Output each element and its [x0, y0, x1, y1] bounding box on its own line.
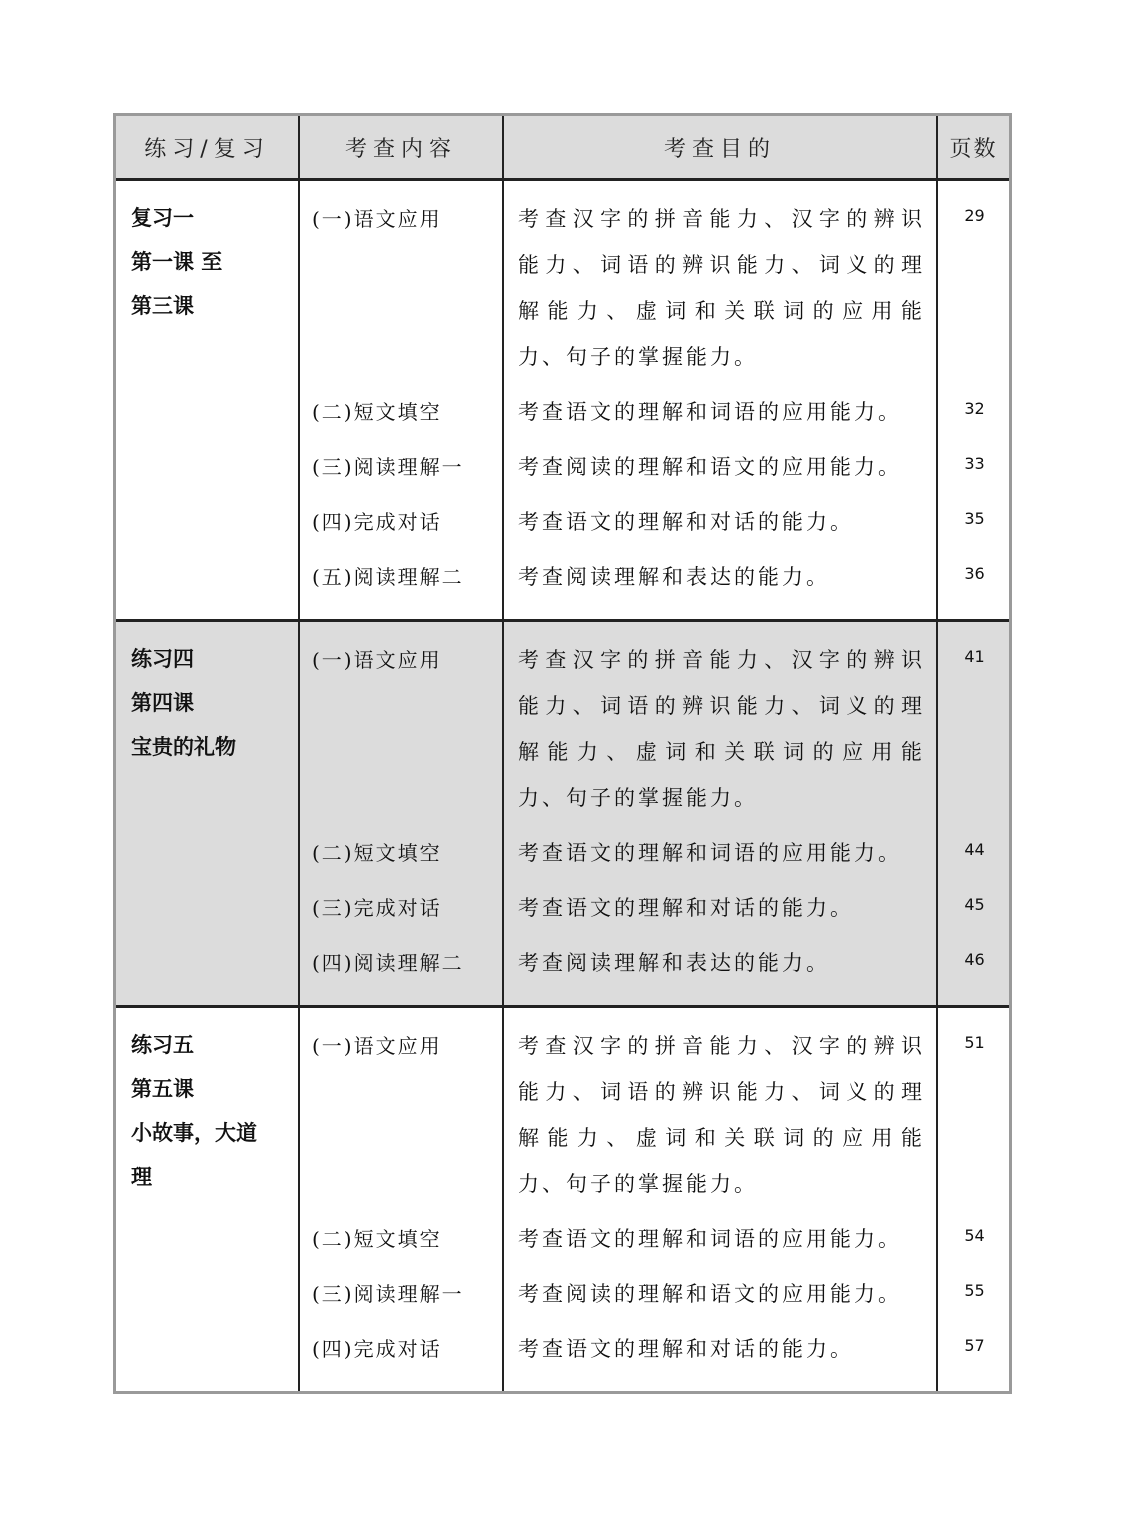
lesson-title-line: 小故事，大道 — [131, 1121, 257, 1145]
exam-content: (四)完成对话 — [312, 510, 442, 534]
exam-content: (四)完成对话 — [312, 1337, 442, 1361]
table-row — [298, 1023, 1009, 1207]
column-divider — [936, 1008, 938, 1391]
exam-purpose-line: 考查语文的理解和词语的应用能力。 — [518, 400, 902, 424]
lesson-title-line: 理 — [131, 1165, 152, 1189]
table-row — [298, 499, 1009, 545]
table-section — [116, 622, 1009, 1008]
column-divider — [298, 1008, 300, 1391]
column-divider — [502, 181, 504, 619]
exam-purpose — [502, 499, 936, 545]
exam-purpose — [502, 554, 936, 600]
table-row — [298, 1216, 1009, 1262]
table-row — [298, 196, 1009, 380]
page-number: 41 — [964, 647, 985, 666]
exam-purpose — [502, 1271, 936, 1317]
exam-purpose-line: 解能力、虚词和关联词的应用能 — [518, 299, 922, 323]
exam-purpose-line: 能力、词语的辨识能力、词义的理 — [518, 1080, 922, 1104]
table-section — [116, 181, 1009, 622]
exam-purpose-line: 考查语文的理解和对话的能力。 — [518, 1337, 854, 1361]
exam-content: (二)短文填空 — [312, 400, 442, 424]
exam-content: (五)阅读理解二 — [312, 565, 464, 589]
page-number: 46 — [964, 950, 985, 969]
exam-purpose-line: 力、句子的掌握能力。 — [518, 1172, 758, 1196]
table-row — [298, 885, 1009, 931]
page-number: 45 — [964, 895, 985, 914]
column-divider — [502, 1008, 504, 1391]
exam-purpose — [502, 830, 936, 876]
lesson-title-line: 练习四 — [131, 647, 194, 671]
lesson-title-line: 练习五 — [131, 1033, 194, 1057]
exam-purpose — [502, 1023, 936, 1207]
exam-purpose — [502, 940, 936, 986]
exam-purpose-line: 考查阅读的理解和语文的应用能力。 — [518, 455, 902, 479]
exam-content: (二)短文填空 — [312, 841, 442, 865]
exam-purpose — [502, 196, 936, 380]
header-pages: 页数 — [936, 116, 1009, 178]
lesson-title — [116, 1008, 298, 1391]
exam-purpose-line: 考查阅读理解和表达的能力。 — [518, 565, 830, 589]
table-row — [298, 389, 1009, 435]
column-divider — [298, 181, 300, 619]
lesson-title — [116, 622, 298, 1005]
exam-content: (四)阅读理解二 — [312, 951, 464, 975]
header-exercise: 练习/复习 — [144, 136, 270, 162]
header-purpose: 考查目的 — [502, 116, 936, 178]
exam-purpose-line: 力、句子的掌握能力。 — [518, 345, 758, 369]
page-number: 51 — [964, 1033, 985, 1052]
exam-content: (一)语文应用 — [312, 207, 442, 231]
section-items — [298, 622, 1009, 1005]
exam-content: (一)语文应用 — [312, 648, 442, 672]
exam-purpose-line: 能力、词语的辨识能力、词义的理 — [518, 253, 922, 277]
exam-purpose-line: 考查汉字的拼音能力、汉字的辨识 — [518, 1034, 922, 1058]
page-number: 44 — [964, 840, 985, 859]
exam-purpose — [502, 444, 936, 490]
table-row — [298, 1326, 1009, 1372]
exam-purpose-line: 考查汉字的拼音能力、汉字的辨识 — [518, 648, 922, 672]
exam-purpose — [502, 1326, 936, 1372]
lesson-title-line: 第五课 — [131, 1077, 194, 1101]
section-items — [298, 181, 1009, 619]
exam-purpose — [502, 885, 936, 931]
table-header — [116, 116, 1009, 181]
lesson-title-line: 复习一 — [131, 206, 194, 230]
page-number: 33 — [964, 454, 985, 473]
table-section — [116, 1008, 1009, 1391]
lesson-title-line: 第三课 — [131, 294, 194, 318]
exam-content: (三)完成对话 — [312, 896, 442, 920]
column-divider — [936, 181, 938, 619]
table-row — [298, 830, 1009, 876]
exam-purpose-line: 解能力、虚词和关联词的应用能 — [518, 740, 922, 764]
exam-purpose-line: 解能力、虚词和关联词的应用能 — [518, 1126, 922, 1150]
page-number: 55 — [964, 1281, 985, 1300]
exam-purpose-line: 考查语文的理解和词语的应用能力。 — [518, 841, 902, 865]
exam-purpose — [502, 637, 936, 821]
page-number: 57 — [964, 1336, 985, 1355]
page-number: 29 — [964, 206, 985, 225]
table-row — [298, 940, 1009, 986]
exam-purpose — [502, 389, 936, 435]
exam-content: (三)阅读理解一 — [312, 1282, 464, 1306]
exam-purpose-line: 考查语文的理解和对话的能力。 — [518, 510, 854, 534]
table-row — [298, 554, 1009, 600]
exam-purpose-line: 力、句子的掌握能力。 — [518, 786, 758, 810]
exam-purpose-line: 考查汉字的拼音能力、汉字的辨识 — [518, 207, 922, 231]
lesson-title-line: 第一课 至 — [131, 250, 223, 274]
page-number: 36 — [964, 564, 985, 583]
exam-purpose-line: 考查语文的理解和对话的能力。 — [518, 896, 854, 920]
table-body — [116, 181, 1009, 1391]
page-number: 32 — [964, 399, 985, 418]
lesson-title-line: 宝贵的礼物 — [131, 735, 236, 759]
lesson-title-line: 第四课 — [131, 691, 194, 715]
table-row — [298, 444, 1009, 490]
table-row — [298, 637, 1009, 821]
exam-content: (二)短文填空 — [312, 1227, 442, 1251]
table-row — [298, 1271, 1009, 1317]
exam-purpose-line: 能力、词语的辨识能力、词义的理 — [518, 694, 922, 718]
exam-purpose-line: 考查语文的理解和词语的应用能力。 — [518, 1227, 902, 1251]
column-divider — [502, 622, 504, 1005]
assessment-table — [113, 113, 1012, 1394]
exam-purpose-line: 考查阅读的理解和语文的应用能力。 — [518, 1282, 902, 1306]
column-divider — [298, 622, 300, 1005]
exam-content: (三)阅读理解一 — [312, 455, 464, 479]
section-items — [298, 1008, 1009, 1391]
page-number: 35 — [964, 509, 985, 528]
exam-purpose-line: 考查阅读理解和表达的能力。 — [518, 951, 830, 975]
exam-content: (一)语文应用 — [312, 1034, 442, 1058]
header-content: 考查内容 — [298, 116, 502, 178]
exam-purpose — [502, 1216, 936, 1262]
column-divider — [936, 622, 938, 1005]
lesson-title — [116, 181, 298, 619]
page-number: 54 — [964, 1226, 985, 1245]
